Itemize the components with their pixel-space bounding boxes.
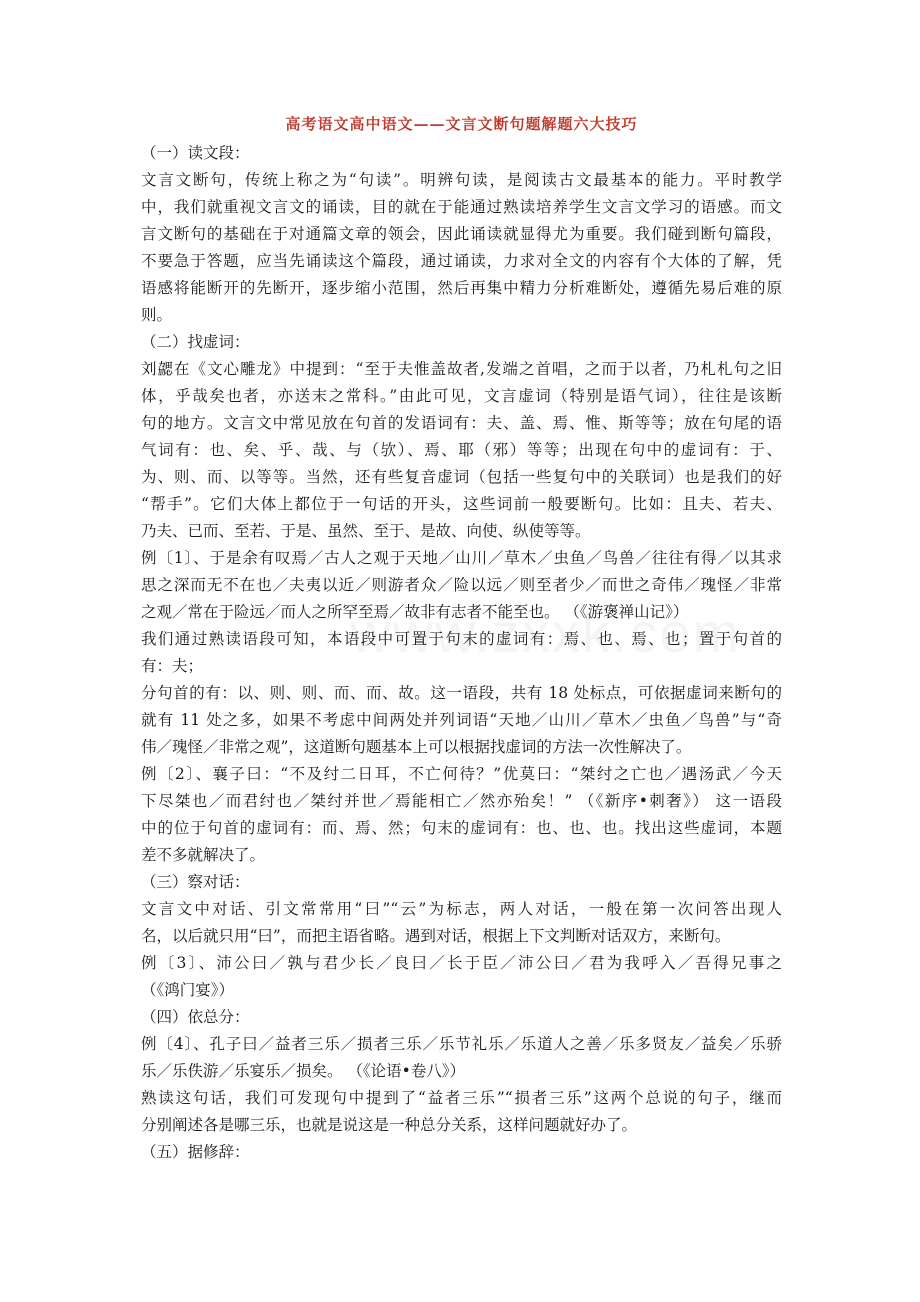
text-line: （四）依总分： (141, 1008, 250, 1026)
text-line: 思之深而无不在也／夫夷以近／则游者众／险以远／则至者少／而世之奇伟／瑰怪／非常 (141, 576, 782, 594)
text-line: 熟读这句话，我们可发现句中提到了“益者三乐”“损者三乐”这两个总说的句子，继而 (141, 1089, 782, 1107)
text-line: 就有 11 处之多，如果不考虑中间两处并列词语“天地／山川／草木／虫鱼／鸟兽”与“奇 (141, 711, 782, 729)
text-line: 分句首的有：以、则、则、而、而、故。这一语段，共有 18 处标点，可依据虚词来断句的 (141, 684, 782, 702)
text-line: 例〔2〕、襄子曰：“不及纣二日耳，不亡何待？”优莫曰：“桀纣之亡也／遇汤武／今天 (141, 765, 782, 783)
text-line: 例〔4〕、孔子曰／益者三乐／损者三乐／乐节礼乐／乐道人之善／乐多贤友／益矣／乐骄 (141, 1035, 782, 1053)
text-line: （五）据修辞： (141, 1143, 250, 1161)
text-line: 下尽桀也／而君纣也／桀纣并世／焉能相亡／然亦殆矣！” （《新序•刺奢》） 这一语段 (141, 792, 782, 810)
text-line: 差不多就解决了。 (141, 846, 266, 864)
text-line: 之观／常在于险远／而人之所罕至焉／故非有志者不能至也。 （《游褒禅山记》） (141, 603, 689, 621)
text-line: （《鸿门宴》） (141, 981, 235, 999)
document-body (141, 140, 782, 1166)
text-line: 伟／瑰怪／非常之观”，这道断句题基本上可以根据找虚词的方法一次性解决了。 (141, 738, 692, 756)
text-line: 例〔1〕、于是余有叹焉／古人之观于天地／山川／草木／虫鱼／鸟兽／往往有得／以其求 (141, 549, 782, 567)
text-line: 中，我们就重视文言文的诵读，目的就在于能通过熟读培养学生文言文学习的语感。而文 (141, 198, 782, 216)
document-title: 高考语文高中语文——文言文断句题解题六大技巧 (285, 115, 638, 133)
text-line: 为、则、而、以等等。当然，还有些复音虚词（包括一些复句中的关联词）也是我们的好 (141, 468, 782, 486)
text-line: 气词有：也、矣、乎、哉、与（欤）、焉、耶（邪）等等；出现在句中的虚词有：于、 (141, 441, 782, 459)
text-line: 言文断句的基础在于对通篇文章的领会，因此诵读就显得尤为重要。我们碰到断句篇段， (141, 225, 782, 243)
text-line: 名，以后就只用“曰”，而把主语省略。遇到对话，根据上下文判断对话双方，来断句。 (141, 927, 731, 945)
text-line: 则。 (141, 306, 173, 324)
text-line: 体，乎哉矣也者，亦送末之常科。”由此可见，文言虚词（特别是语气词），往往是该断 (141, 387, 782, 405)
text-line: “帮手”。它们大体上都位于一句话的开头，这些词前一般要断句。比如：且夫、若夫、 (141, 495, 782, 513)
text-line: 不要急于答题，应当先诵读这个篇段，通过诵读，力求对全文的内容有个大体的了解，凭 (141, 252, 782, 270)
text-line: （二）找虚词： (141, 333, 250, 351)
text-line: （三）察对话： (141, 873, 250, 891)
text-line: 分别阐述各是哪三乐，也就是说这是一种总分关系，这样问题就好办了。 (141, 1116, 638, 1134)
text-line: 乃夫、已而、至若、于是、虽然、至于、是故、向使、纵使等等。 (141, 522, 591, 540)
text-line: （一）读文段： (141, 144, 250, 162)
text-line: 文言文断句，传统上称之为“句读”。明辨句读，是阅读古文最基本的能力。平时教学 (141, 171, 782, 189)
text-line: 刘勰在《文心雕龙》中提到：“至于夫惟盖故者,发端之首唱，之而于以者，乃札札句之旧 (141, 360, 782, 378)
text-line: 句的地方。文言文中常见放在句首的发语词有：夫、盖、焉、惟、斯等等；放在句尾的语 (141, 414, 782, 432)
text-line: 有：夫； (141, 657, 204, 675)
text-line: 我们通过熟读语段可知，本语段中可置于句末的虚词有：焉、也、焉、也；置于句首的 (141, 630, 782, 648)
text-line: 例〔3〕、沛公曰／孰与君少长／良曰／长于臣／沛公曰／君为我呼入／吾得兄事之 (141, 954, 782, 972)
text-line: 文言文中对话、引文常常用“曰”“云”为标志，两人对话，一般在第一次问答出现人 (141, 900, 782, 918)
document-page (141, 112, 782, 1166)
text-line: 中的位于句首的虚词有：而、焉、然；句末的虚词有：也、也、也。找出这些虚词，本题 (141, 819, 782, 837)
text-line: 语感将能断开的先断开，逐步缩小范围，然后再集中精力分析难断处，遵循先易后难的原 (141, 279, 782, 297)
text-line: 乐／乐佚游／乐宴乐／损矣。 （《论语•卷八》） (141, 1062, 466, 1080)
